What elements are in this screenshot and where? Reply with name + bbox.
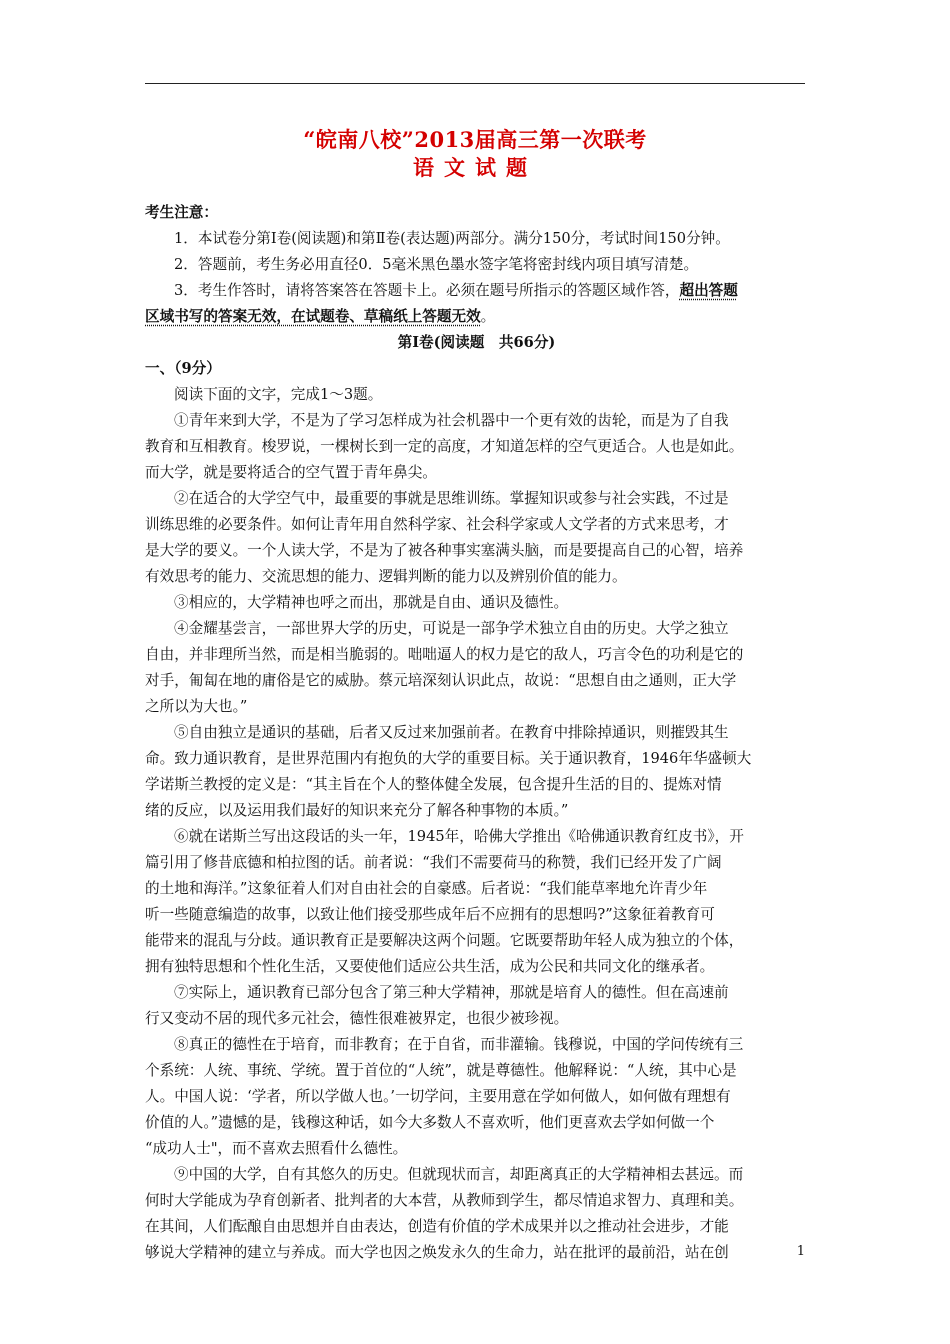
passage-line: 篇引用了修昔底德和柏拉图的话。前者说：“我们不需要荷马的称赞，我们已经开发了广阔 <box>145 854 722 871</box>
passage-line: 在其间，人们酝酿自由思想并自由表达，创造有价值的学术成果并以之推动社会进步，才能 <box>145 1218 729 1235</box>
part-heading: 一、（9分） <box>145 360 221 377</box>
passage-line: 绪的反应，以及运用我们最好的知识来充分了解各种事物的本质。” <box>145 802 569 819</box>
passage-line: 人。中国人说：‘学者，所以学做人也。’一切学问，主要用意在学如何做人，如何做有理想有 <box>145 1088 731 1105</box>
passage-line: 听一些随意编造的故事，以致让他们接受那些成年后不应拥有的思想吗?”这象征着教育可 <box>145 906 715 923</box>
notice-item-2: 2．答题前，考生务必用直径0．5毫米黑色墨水签字笔将密封线内项目填写清楚。 <box>174 256 699 273</box>
passage-line: 价值的人。”遗憾的是，钱穆这种话，如今大多数人不喜欢听，他们更喜欢去学如何做一个 <box>145 1114 715 1131</box>
notice-item-3-emphasis: 超出答题 <box>679 282 738 299</box>
passage-line: ⑦实际上，通识教育已部分包含了第三种大学精神，那就是培育人的德性。但在高速前 <box>174 984 729 1001</box>
passage-line: ⑤自由独立是通识的基础，后者又反过来加强前者。在教育中排除掉通识，则摧毁其生 <box>174 724 729 741</box>
passage-line: 能带来的混乱与分歧。通识教育正是要解决这两个问题。它既要帮助年轻人成为独立的个体， <box>145 932 744 949</box>
passage-line: 对手，匍匐在地的庸俗是它的威胁。蔡元培深刻认识此点，故说：“思想自由之通则，正大学 <box>145 672 737 689</box>
passage-line: 之所以为大也。” <box>145 698 248 715</box>
passage-line: “成功人士"，而不喜欢去照看什么德性。 <box>145 1140 408 1157</box>
passage-line: 个系统：人统、事统、学统。置于首位的“人统”，就是尊德性。他解释说：“人统，其中心是 <box>145 1062 737 1079</box>
passage-line: ④金耀基尝言，一部世界大学的历史，可说是一部争学术独立自由的历史。大学之独立 <box>174 620 729 637</box>
header-rule <box>145 83 805 84</box>
notice-item-3-emphasis-2: 区域书写的答案无效，在试题卷、草稿纸上答题无效 <box>145 308 481 325</box>
passage-line: 何时大学能成为孕育创新者、批判者的大本营，从教师到学生，都尽情追求智力、真理和美。 <box>145 1192 744 1209</box>
notice-item-3-cont <box>145 304 808 330</box>
passage-line: ③相应的，大学精神也呼之而出，那就是自由、通识及德性。 <box>174 594 569 611</box>
section-title: 第Ⅰ卷(阅读题 共66分) <box>397 334 556 351</box>
passage-line: 训练思维的必要条件。如何让青年用自然科学家、社会科学家或人文学者的方式来思考，才 <box>145 516 729 533</box>
notice-item-3-text: 3．考生作答时，请将答案答在答题卡上。必须在题号所指示的答题区域作答， <box>174 282 680 299</box>
passage-line: 有效思考的能力、交流思想的能力、逻辑判断的能力以及辨别价值的能力。 <box>145 568 627 585</box>
passage-line: 够说大学精神的建立与养成。而大学也因之焕发永久的生命力，站在批评的最前沿，站在创 <box>145 1244 729 1261</box>
page-number: 1 <box>796 1244 805 1259</box>
document-body <box>145 200 808 1266</box>
reading-passage <box>145 408 808 1266</box>
passage-line: 拥有独特思想和个性化生活，又要使他们适应公共生活，成为公民和共同文化的继承者。 <box>145 958 715 975</box>
passage-line: 学诺斯兰教授的定义是：“其主旨在个人的整体健全发展，包含提升生活的目的、提炼对情 <box>145 776 722 793</box>
passage-line: ⑥就在诺斯兰写出这段话的头一年，1945年，哈佛大学推出《哈佛通识教育红皮书》，开 <box>174 828 744 845</box>
passage-line: 命。致力通识教育，是世界范围内有抱负的大学的重要目标。关于通识教育，1946年华盛顿大 <box>145 750 752 767</box>
instruction: 阅读下面的文字，完成1～3题。 <box>174 386 383 403</box>
passage-line: ①青年来到大学，不是为了学习怎样成为社会机器中一个更有效的齿轮，而是为了自我 <box>174 412 729 429</box>
passage-line: 行又变动不居的现代多元社会，德性很难被界定，也很少被珍视。 <box>145 1010 569 1027</box>
passage-line: 自由，并非理所当然，而是相当脆弱的。咄咄逼人的权力是它的敌人，巧言令色的功利是它的 <box>145 646 744 663</box>
passage-line: 是大学的要义。一个人读大学，不是为了被各种事实塞满头脑，而是要提高自己的心智，培养 <box>145 542 744 559</box>
passage-line: 的土地和海洋。”这象征着人们对自由社会的自豪感。后者说：“我们能草率地允许青少年 <box>145 880 708 897</box>
passage-line: ⑨中国的大学，自有其悠久的历史。但就现状而言，却距离真正的大学精神相去甚远。而 <box>174 1166 744 1183</box>
notice-item-3 <box>145 278 808 304</box>
exam-title: “皖南八校”2013届高三第一次联考 <box>303 127 647 152</box>
passage-line: 而大学，就是要将适合的空气置于青年鼻尖。 <box>145 464 437 481</box>
exam-subtitle: 语文试题 <box>413 155 537 180</box>
notice-item-1: 1．本试卷分第Ⅰ卷(阅读题)和第Ⅱ卷(表达题)两部分。满分150分，考试时间150分钟。 <box>174 230 730 247</box>
notice-item-3-end: 。 <box>480 308 496 325</box>
passage-line: ⑧真正的德性在于培育，而非教育；在于自省，而非灌输。钱穆说，中国的学问传统有三 <box>174 1036 744 1053</box>
passage-line: 教育和互相教育。梭罗说，一棵树长到一定的高度，才知道怎样的空气更适合。人也是如此。 <box>145 438 744 455</box>
notice-heading: 考生注意： <box>145 204 218 221</box>
passage-line: ②在适合的大学空气中，最重要的事就是思维训练。掌握知识或参与社会实践，不过是 <box>174 490 729 507</box>
